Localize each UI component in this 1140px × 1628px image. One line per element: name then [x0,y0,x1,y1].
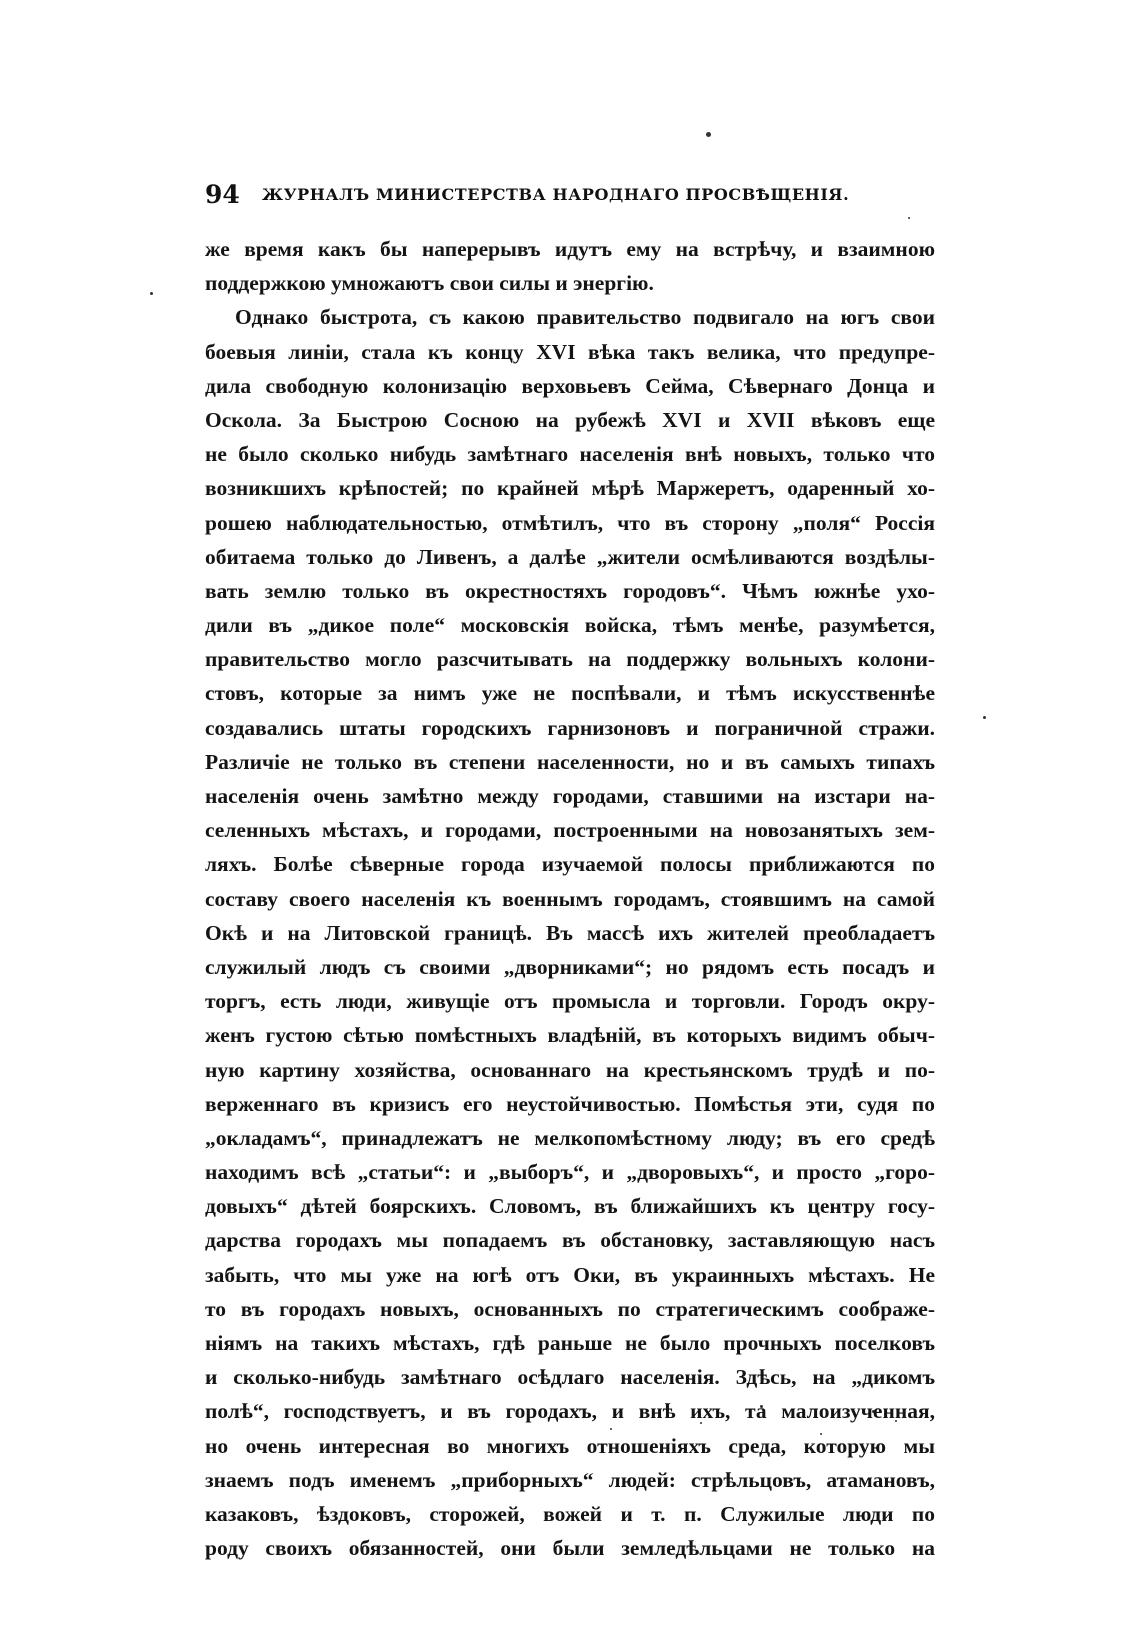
text-line: довыхъ“ дѣтей боярскихъ. Словомъ, въ ближайшихъ къ центру госу- [205,1194,935,1219]
text-line: ную картину хозяйства, основаннаго на крестьянскомъ трудѣ и по- [205,1057,935,1082]
text-line: Различіе не только въ степени населенности, но и въ самыхъ типахъ [205,749,935,774]
text-line: селенныхъ мѣстахъ, и городами, построенными на новозанятыхъ зем- [205,818,935,843]
text-line: рошею наблюдательностью, отмѣтилъ, что въ сторону „поля“ Россія [205,510,935,535]
scan-speck [150,292,153,295]
text-line: полѣ“, господствуетъ, и въ городахъ, и внѣ ихъ, та малоизученная, [205,1399,935,1424]
running-title: ЖУРНАЛЪ МИНИСТЕРСТВА НАРОДНАГО ПРОСВѢЩЕНІЯ. [262,185,850,204]
text-line: и сколько-нибудь замѣтнаго осѣдлаго населенія. Здѣсь, на „дикомъ [205,1365,935,1390]
text-line: служилый людъ съ своими „дворниками“; но рядомъ есть посадъ и [205,954,935,979]
text-line: составу своего населенія къ военнымъ городамъ, стоявшимъ на самой [205,886,935,911]
text-line: не было сколько нибудь замѣтнаго населенія внѣ новыхъ, только что [205,442,935,467]
text-line: правительство могло разсчитывать на поддержку вольныхъ колони- [205,647,935,672]
text-line: „окладамъ“, принадлежатъ не мелкопомѣстному люду; въ его средѣ [205,1125,935,1150]
text-line: то въ городахъ новыхъ, основанныхъ по стратегическимъ соображе- [205,1296,935,1321]
text-line: Оскола. За Быстрою Сосною на рубежѣ XVI и XVII вѣковъ еще [205,407,935,432]
text-line: Однако быстрота, съ какою правительство подвигало на югъ свои [235,305,935,330]
text-line: создавались штаты городскихъ гарнизоновъ и пограничной стражи. [205,715,935,740]
scan-speck [908,217,910,219]
text-line: дила свободную колонизацію верховьевъ Сейма, Сѣвернаго Донца и [205,373,935,398]
scan-speck [706,132,711,137]
text-line: боевыя линіи, стала къ концу XVI вѣка такъ велика, что предупре- [205,339,935,364]
text-line: населенія очень замѣтно между городами, ставшими на изстари на- [205,784,935,808]
text-line: находимъ всѣ „статьи“: и „выборъ“, и „дворовыхъ“, и просто „горо- [205,1160,935,1185]
text-line: обитаема только до Ливенъ, а далѣе „жители осмѣливаются воздѣлы- [205,544,935,569]
page-number: 94 [205,180,240,209]
text-line: стовъ, которые за нимъ уже не поспѣвали, и тѣмъ искусственнѣе [205,681,935,706]
text-line: дили въ „дикое поле“ московскія войска, тѣмъ менѣе, разумѣется, [205,613,935,638]
text-line: казаковъ, ѣздоковъ, сторожей, вожей и т. п. Служилые люди по [205,1501,935,1526]
text-line: забыть, что мы уже на югѣ отъ Оки, въ украинныхъ мѣстахъ. Не [205,1262,935,1287]
text-line: Окѣ и на Литовской границѣ. Въ массѣ ихъ жителей преобладаетъ [205,920,935,945]
text-line: же время какъ бы наперерывъ идутъ ему на встрѣчу, и взаимною [205,237,935,261]
text-line: поддержкою умножаютъ свои силы и энергію. [205,271,654,296]
text-line: ніямъ на такихъ мѣстахъ, гдѣ раньше не было прочныхъ поселковъ [205,1331,935,1355]
text-line: но очень интересная во многихъ отношеніяхъ среда, которую мы [205,1433,935,1458]
text-line: знаемъ подъ именемъ „приборныхъ“ людей: стрѣльцовъ, атамановъ, [205,1467,935,1492]
scan-speck [983,716,986,719]
body-text [205,232,935,1565]
text-line: вать землю только въ окрестностяхъ городовъ“. Чѣмъ южнѣе ухо- [205,578,935,603]
text-line: ляхъ. Болѣе сѣверные города изучаемой полосы приближаются по [205,852,935,877]
text-line: возникшихъ крѣпостей; по крайней мѣрѣ Маржеретъ, одаренный хо- [205,476,935,501]
page-header [205,180,935,216]
text-line: женъ густою сѣтью помѣстныхъ владѣній, въ которыхъ видимъ обыч- [205,1023,935,1048]
text-line: дарства городахъ мы попадаемъ въ обстановку, заставляющую насъ [205,1228,935,1253]
text-line: роду своихъ обязанностей, они были земледѣльцами не только на [205,1536,935,1561]
text-line: верженнаго въ кризисъ его неустойчивостью. Помѣстья эти, судя по [205,1091,935,1116]
text-line: торгъ, есть люди, живущіе отъ промысла и торговли. Городъ окру- [205,989,935,1014]
